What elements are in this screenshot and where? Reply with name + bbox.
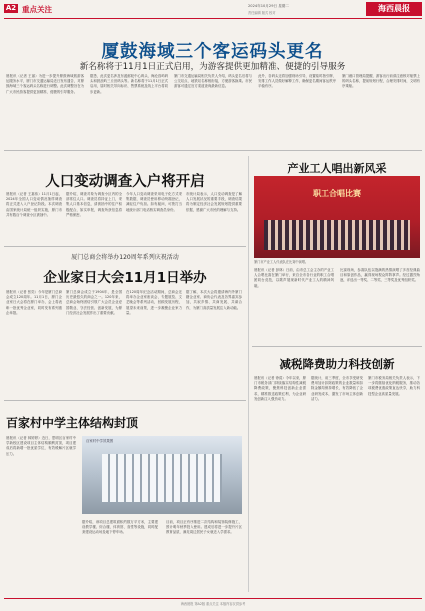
section-title: 重点关注 (22, 5, 52, 14)
section-divider (4, 400, 246, 401)
section-divider (252, 346, 422, 347)
entrepreneur-day-headline: 企业家日大会11月1日举办 (43, 270, 207, 286)
building-facade-image (102, 454, 222, 502)
business-kicker: 厦门总商会将举办120周年系列庆祝活动 (71, 254, 179, 261)
population-body-col-4: 市统计局表示，人口变动调查是了解人口发展状况的重要手段，调查结果将为制定经济社会发展规划提供重要依据，感谢广大市民的理解与支持。 (186, 192, 242, 212)
footer-text: 海西晨报 第A2版 重点关注 本版内容仅供参考 (180, 602, 246, 606)
tax-body-col-3: 厦门市税务局相关负责人表示，下一步将继续优化纳税服务，推动各项税费优惠政策直达快享，助力科技型企业高质量发展。 (368, 376, 420, 396)
photo-caption: 厦门市产业工人代表队在比赛中演唱。 (254, 260, 309, 264)
footer-divider (4, 598, 422, 599)
school-body-col-2: 据介绍，该项目总建筑面积约数万平方米，主要建设教学楼、综合楼、体育馆、食堂等设施，同时配套建设运动场及地下停车场。 (82, 520, 158, 535)
school-headline: 百家村中学主体结构封顶 (6, 416, 139, 430)
industry-body-col-1: 晨报讯（记者 彭林）日前，由市总工会主办的产业工人合唱比赛在厦门举行，来自全市各行业的职工合唱团同台竞技，以歌声展现新时代产业工人的精神风貌。 (254, 268, 334, 288)
header-divider (4, 18, 422, 19)
school-building-rendering (82, 436, 242, 514)
tax-body-col-2: 据统计，前三季度，全市享受研发费用加计扣除政策的企业数量和扣除金额均保持增长，有效降低了企业研发成本，激发了市场主体创新活力。 (311, 376, 363, 401)
newspaper-masthead: 海西晨报 (366, 2, 422, 16)
section-divider (4, 246, 246, 247)
lead-body-col-2: 据悉，此次更名涉及东渡邮轮中心码头、海沧嵩屿码头和鼓浪屿三丘田码头等。新名称将于11月1日正式启用，届时相关导向标识、售票系统及线上平台将同步更新。 (90, 74, 168, 94)
issue-date: 2024年10月29日 星期二 (248, 4, 289, 8)
tax-relief-headline: 减税降费助力科技创新 (279, 357, 395, 371)
population-survey-headline: 人口变动调查入户将开启 (45, 174, 205, 190)
school-body-col-3: 目前，项目正有序推进二次结构和装饰装修施工，预计明年秋季投入使用。建成后将进一步提升片区教育品质，满足周边居民子女就近入学需求。 (166, 520, 242, 535)
school-body-col-1: 晨报讯（记者 林婷婷）近日，思明区百家村中学新校区建设项目主体结构顺利封顶，项目建成后将新增一批优质学位，有效缓解片区就学压力。 (6, 436, 76, 456)
lead-body-col-5: 厦门港口管理局提醒，游客出行前请注意核对船票上的码头名称，提前规划行程，合理安排时间，文明有序乘船。 (342, 74, 420, 89)
photo-banner-text: 职工合唱比赛 (313, 189, 361, 198)
population-body-col-3: 今年人口变动调查采用电子化方式采集数据，调查员使用移动终端登记，减轻住户负担。如有疑问，可拨打当地统计部门电话核实调查员身份。 (126, 192, 182, 212)
business-body-col-3: 在120周年纪念活动期间，总商会还将举办企业家座谈会、专题展览、文艺晚会等系列活动，回顾发展历程，展望未来前景，进一步凝聚企业家力量。 (126, 290, 182, 315)
section-divider (4, 150, 422, 151)
choir-performance-photo (254, 176, 420, 258)
column-divider (248, 156, 249, 592)
industry-body-col-2: 比赛现场，参赛队伍以饱满的热情演唱了多首经典曲目和原创作品，赢得现场观众阵阵掌声。经过激烈角逐，评选出一等奖、二等奖、三等奖及优秀组织奖。 (340, 268, 420, 283)
lead-headline: 厦鼓海域三个客运码头更名 (101, 42, 324, 62)
population-body-col-1: 晨报讯（记者 王嘉伟）11月1日起，2024年全国人口变动情况抽样调查将正式进入入户登记阶段。本次调查由国家统计局统一组织实施，厦门市共有数百个调查小区被抽中。 (6, 192, 62, 217)
page-number-badge: A2 (5, 4, 17, 12)
rendering-label: 百家村中学效果图 (86, 439, 114, 443)
business-body-col-2: 厦门总商会成立于1904年，是全国历史最悠久的商会之一。120年来，总商会始终团结引领广大会员企业爱国敬业、守法经营、创新发展，为厦门经济社会发展作出了重要贡献。 (66, 290, 122, 315)
lead-body-col-4: 此外，各码头还将加强现场引导，设置临时指引牌，安排工作人员做好解释工作，确保更名期间客运秩序平稳有序。 (258, 74, 336, 89)
industry-workers-headline: 产业工人唱出新风采 (287, 162, 387, 175)
business-body-col-4: 据了解，本次大会将邀请海内外厦门籍企业家、商协会代表及各界嘉宾参加，共叙乡情、共商发展、共谋合作，为厦门高质量发展注入新动能。 (186, 290, 242, 310)
choir-members-image (264, 220, 410, 250)
editor-info: 责任编辑 版式 校对 (248, 11, 276, 15)
lead-body-col-3: 厦门市交通运输局相关负责人介绍，码头更名后将与公交站点、地铁站名称相衔接，方便游客换乘。市民游客可通过官方渠道查询最新信息。 (174, 74, 252, 89)
population-body-col-2: 据介绍，调查对象为调查小区内的全部常住人口。调查员将持证上门，采集人口基本信息，请被抽中的住户积极配合，如实申报，调查所获信息将严格保密。 (66, 192, 122, 217)
business-body-col-1: 晨报讯（记者 张奕）今年是厦门总商会成立120周年。11月1日，厦门企业家日大会将在厦门举办，会上将表彰一批优秀企业家，同时发布系列惠企举措。 (6, 290, 62, 315)
lead-body-col-1: 晨报讯（记者 王丽）为进一步提升厦鼓海域旅游客运服务水平，厦门市交通运输局近日发布通告，对厦鼓海域三个客运码头名称进行调整。此次调整旨在为广大市民游客提供更加精准、便捷的引导服务。 (6, 74, 84, 94)
tax-body-col-1: 晨报讯（记者 徐清）今年以来，厦门市税务部门持续落实结构性减税降费政策，聚焦科技创新企业需求，精准推送政策红利，为企业研发创新注入强劲动力。 (254, 376, 306, 401)
lead-subheadline: 新名称将于11月1日正式启用，为游客提供更加精准、便捷的引导服务 (79, 62, 346, 72)
